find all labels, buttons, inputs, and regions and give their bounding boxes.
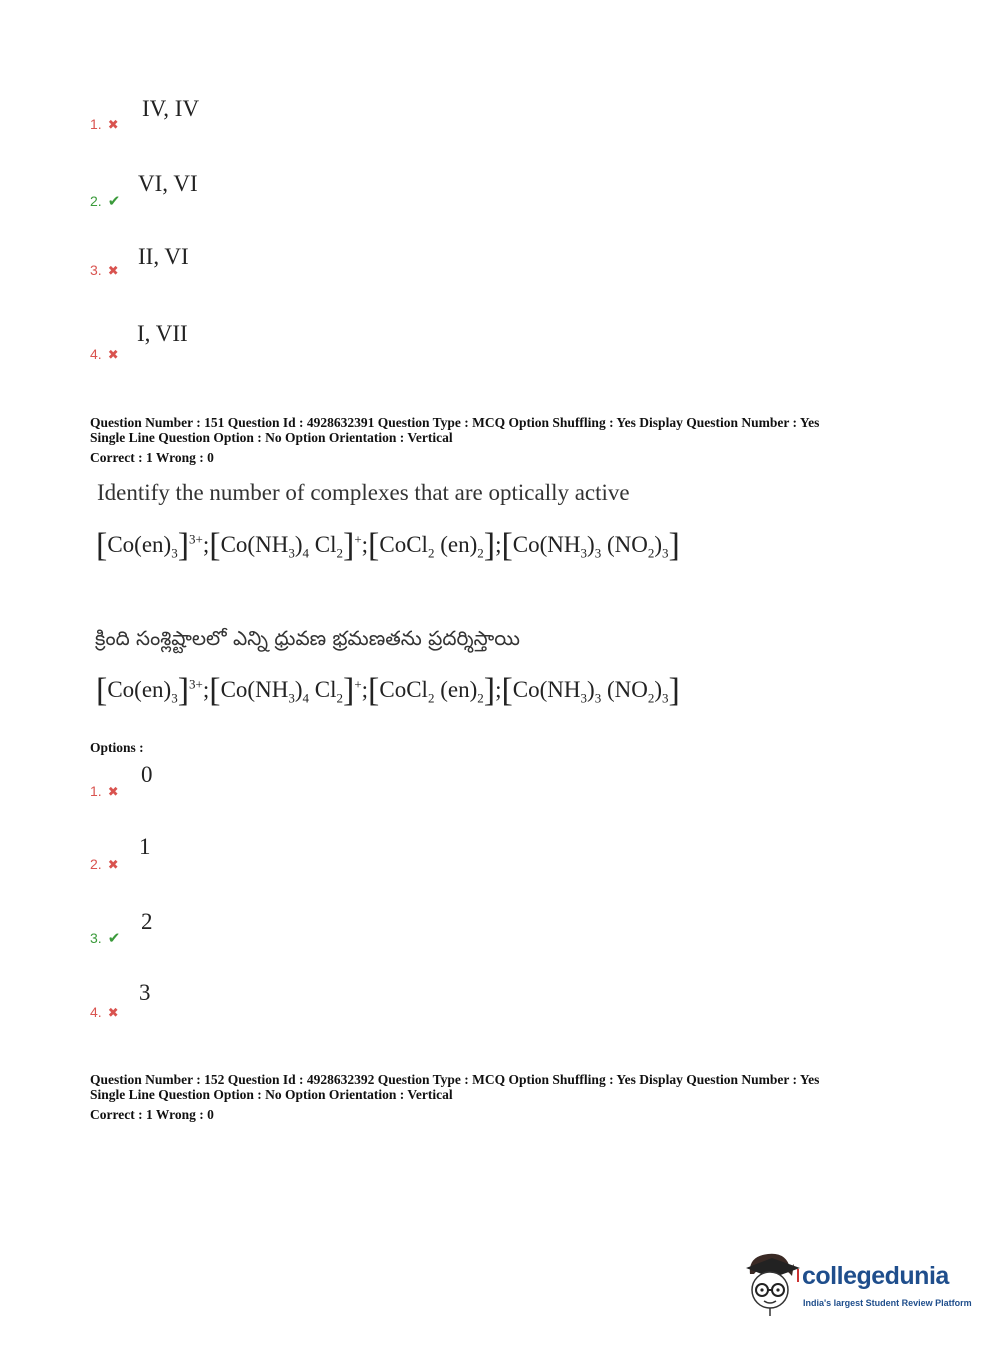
option-text: 3: [139, 980, 151, 1005]
option-1: [90, 116, 119, 134]
option-number: 3.: [90, 262, 102, 278]
option-text: 1: [139, 834, 151, 859]
wrong-mark-icon: ✖: [107, 264, 119, 279]
options-label: Options :: [90, 740, 144, 755]
option-text: II, VI: [138, 244, 189, 269]
wrong-mark-icon: ✖: [107, 858, 119, 873]
brand-tagline: India's largest Student Review Platform: [803, 1298, 972, 1308]
mascot-icon: [742, 1250, 802, 1318]
option-3: [90, 262, 119, 280]
option-3: [90, 929, 120, 948]
option-number: 1.: [90, 116, 102, 132]
meta-line-3: Correct : 1 Wrong : 0: [90, 450, 214, 465]
wrong-mark-icon: ✖: [107, 1006, 119, 1021]
option-1: [90, 783, 119, 801]
option-2: [90, 856, 119, 874]
question-meta: [90, 1072, 819, 1122]
option-text: 2: [141, 909, 153, 934]
collegedunia-logo: [742, 1250, 972, 1320]
wrong-mark-icon: ✖: [107, 785, 119, 800]
correct-check-icon: ✔: [107, 192, 121, 210]
brand-name: collegedunia: [802, 1262, 949, 1290]
correct-check-icon: ✔: [107, 929, 121, 947]
option-number: 2.: [90, 856, 102, 872]
option-text: VI, VI: [138, 171, 198, 196]
option-number: 4.: [90, 1004, 102, 1020]
option-number: 2.: [90, 193, 102, 209]
wrong-mark-icon: ✖: [107, 118, 119, 133]
meta-line-1: Question Number : 151 Question Id : 4928632391 Question Type : MCQ Option Shuffling : Yes Display Question Number : Yes: [90, 415, 820, 430]
option-text: IV, IV: [142, 96, 200, 121]
option-4: [90, 346, 119, 364]
meta-line-2: Single Line Question Option : No Option Orientation : Vertical: [90, 430, 453, 445]
question-meta: [90, 415, 819, 465]
meta-line-2: Single Line Question Option : No Option Orientation : Vertical: [90, 1087, 453, 1102]
option-number: 3.: [90, 930, 102, 946]
option-text: 0: [141, 762, 153, 787]
question-text-telugu: క్రింది సంశ్లిష్టాలలో ఎన్ని ధ్రువణ భ్రమణతను ప్రదర్శిస్తాయి: [95, 626, 520, 650]
option-number: 1.: [90, 783, 102, 799]
question-text-english: Identify the number of complexes that are optically active: [97, 480, 630, 505]
complex-formula-telugu: $[Co(en)_3]^{3+};[Co(NH_3)_4$ $Cl_2]^+;[CoCl_2$ $(en)_2];[Co(NH_3)_3$ $(NO_2)_3$]: [96, 672, 680, 709]
option-2: [90, 192, 120, 211]
option-number: 4.: [90, 346, 102, 362]
wrong-mark-icon: ✖: [107, 348, 119, 363]
complex-formula-english: $[Co(en)_3]^{3+};[Co(NH_3)_4$ $Cl_2]^+;[CoCl_2$ $(en)_2];[Co(NH_3)_3$ $(NO_2)_3$]: [96, 527, 680, 564]
option-text: I, VII: [137, 321, 188, 346]
meta-line-3: Correct : 1 Wrong : 0: [90, 1107, 214, 1122]
option-4: [90, 1004, 119, 1022]
meta-line-1: Question Number : 152 Question Id : 4928632392 Question Type : MCQ Option Shuffling : Yes Display Question Number : Yes: [90, 1072, 820, 1087]
